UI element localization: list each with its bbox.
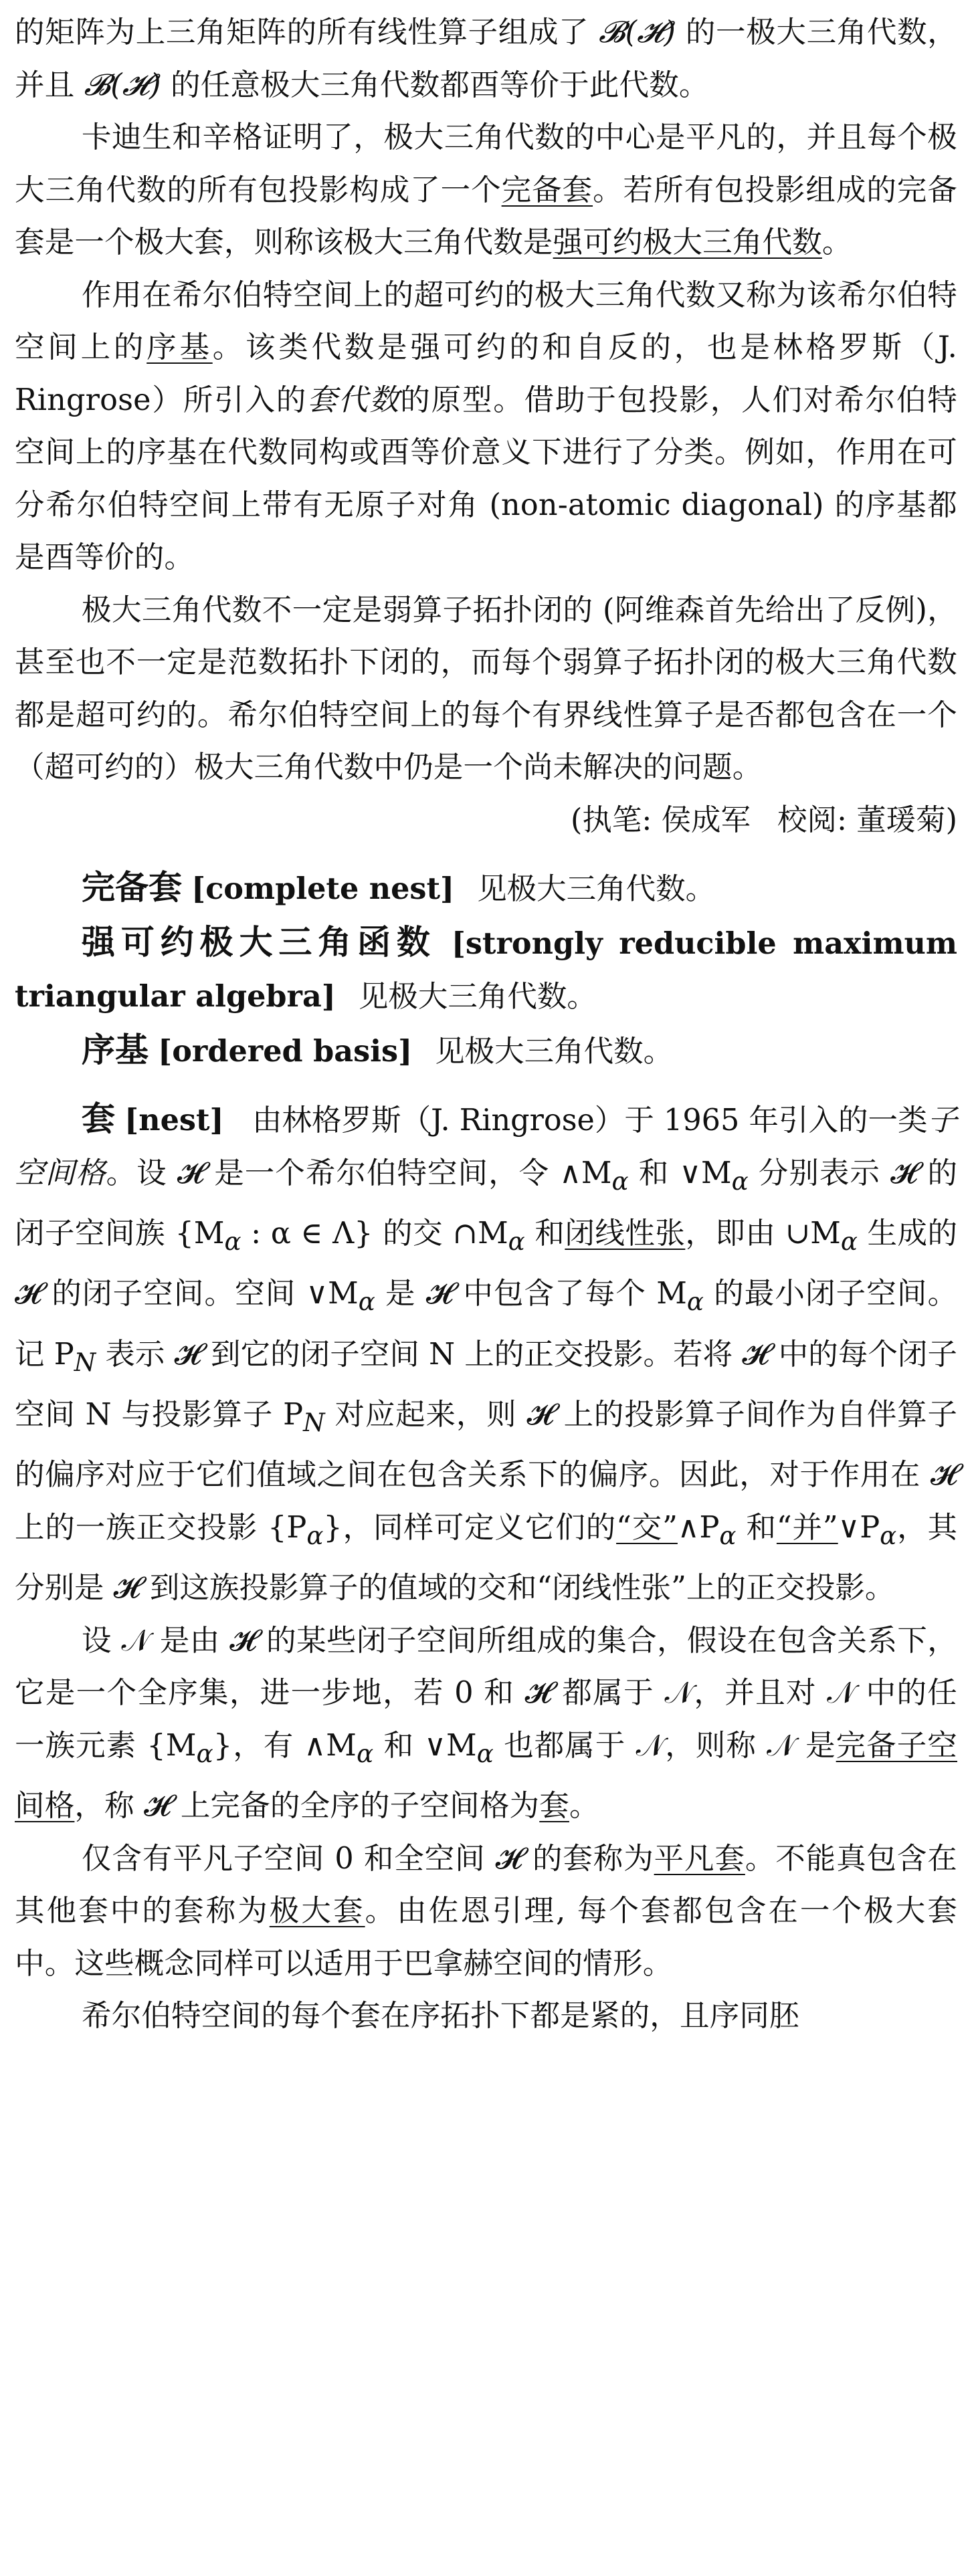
- cross-reference-link[interactable]: 完备套: [501, 173, 593, 207]
- cross-reference-link[interactable]: “并”: [776, 1510, 838, 1545]
- entry-headword: 序基: [82, 1030, 149, 1069]
- subscript: α: [224, 1226, 241, 1256]
- text-run: 。由佐恩引理, 每个套都包含在一个极大套中。这些概念同样可以适用于巴拿赫空间的情形。: [15, 1894, 957, 1981]
- subscript: α: [611, 1166, 629, 1196]
- text-run: 仅含有平凡子空间 0 和全空间 𝓗 的套称为: [82, 1841, 654, 1876]
- paragraph-7: [15, 1990, 957, 2043]
- text-run: 的矩阵为上三角矩阵的所有线性算子组成了: [15, 15, 599, 49]
- text-run: 作用在希尔伯特空间上的超可约的极大三角代数又称为该希尔伯特空间上的: [15, 278, 957, 364]
- entry-nest: [15, 1093, 957, 1615]
- subscript: N: [74, 1348, 96, 1377]
- text-run: 分别表示 𝓗 的闭子空间族 {M: [15, 1156, 957, 1251]
- cross-reference-link[interactable]: 极大套: [269, 1894, 365, 1929]
- text-run: 。: [569, 1789, 599, 1824]
- entry-headword: 完备套: [82, 868, 182, 907]
- entry-strongly-reducible: [15, 916, 957, 1024]
- subscript: α: [196, 1739, 213, 1768]
- text-run: ∧P: [677, 1510, 720, 1545]
- text-run: 对应起来，则 𝓗 上的投影算子间作为自伴算子的偏序对应于它们值域之间在包含关系下的偏序。因此，对于作用在 𝓗 上的一族正交投影 {P: [15, 1398, 957, 1545]
- text-run: ，其分别是 𝓗 到这族投影算子的值域的交和“闭线性张”上的正交投影。: [15, 1510, 957, 1606]
- entry-complete-nest: [15, 861, 957, 916]
- emphasis-term: 套代数: [307, 383, 401, 417]
- paragraph-4: [15, 584, 957, 794]
- text-run: 的最小闭子空间。记 P: [15, 1277, 957, 1372]
- credit-reviewer: 校阅: 董瑗菊): [777, 802, 957, 837]
- text-run: }，同样可定义它们的: [323, 1510, 617, 1545]
- text-run: : α ∈ Λ} 的交 ∩M: [241, 1216, 508, 1251]
- credit-writer: (执笔: 侯成军: [571, 802, 751, 837]
- text-run: 。设 𝓗 是一个希尔伯特空间，令 ∧M: [106, 1156, 612, 1190]
- text-run: 表示 𝓗 到它的闭子空间 N 上的正交投影。若将 𝓗 中的每个闭子空间 N 与投影算子 P: [15, 1337, 957, 1432]
- paragraph-1: [15, 7, 957, 112]
- text-run: 和 ∨M: [373, 1728, 477, 1763]
- paragraph-5: [15, 1615, 957, 1833]
- see-reference[interactable]: 见极大三角代数。: [477, 872, 716, 906]
- text-run: ，即由 ∪M: [685, 1216, 841, 1251]
- cross-reference-link[interactable]: 序基: [147, 330, 213, 364]
- paragraph-2: [15, 112, 957, 270]
- cross-reference-link[interactable]: 完备子空间格: [15, 1728, 957, 1824]
- text-run: ，称 𝓗 上完备的全序的子空间格为: [74, 1789, 540, 1824]
- text-run: 和 ∨M: [628, 1156, 732, 1190]
- author-credit: [15, 794, 957, 847]
- paragraph-6: [15, 1833, 957, 1991]
- text-run: 卡迪生和辛格证明了，极大三角代数的中心是平凡的，并且每个极大三角代数的所有包投影构成了一个: [15, 120, 957, 207]
- text-run: 极大三角代数不一定是弱算子拓扑闭的 (阿维森首先给出了反例)，甚至也不一定是范数拓扑下闭的，而每个弱算子拓扑闭的极大三角代数都是超可约的。希尔伯特空间上的每个有界线性算子是否都包含在一个（超可约的）极大三角代数中仍是一个尚未解决的问题。: [15, 593, 957, 784]
- entry-ordered-basis: [15, 1024, 957, 1079]
- text-run: 希尔伯特空间的每个套在序拓扑下都是紧的，且序同胚: [82, 1999, 799, 2034]
- text-run: 。该类代数是强可约的和自反的，也是林格罗斯（J. Ringrose）所引入的: [15, 330, 957, 417]
- subscript: α: [731, 1166, 749, 1196]
- text-run: ∨P: [838, 1510, 880, 1545]
- subscript: α: [358, 1287, 375, 1317]
- math-symbol: 𝓑(𝓗): [84, 68, 161, 102]
- subscript: α: [719, 1521, 737, 1550]
- entry-english-term: [strongly reducible maximum triangular algebra]: [15, 926, 957, 1014]
- subscript: N: [303, 1408, 325, 1437]
- cross-reference-link[interactable]: 闭线性张: [565, 1216, 686, 1251]
- subscript: α: [357, 1739, 374, 1768]
- text-run: 也都属于 𝒩，则称 𝒩 是: [494, 1728, 836, 1763]
- subscript: α: [508, 1226, 525, 1256]
- text-run: 是 𝓗 中包含了每个 M: [375, 1277, 687, 1311]
- math-symbol: 𝓑(𝓗): [599, 15, 676, 49]
- cross-reference-link[interactable]: “交”: [616, 1510, 678, 1545]
- text-run: 。: [821, 225, 852, 259]
- entry-english-term: [ordered basis]: [158, 1033, 413, 1069]
- text-run: 和: [524, 1216, 565, 1251]
- emphasis-term: 子空间格: [15, 1103, 958, 1190]
- text-run: 生成的 𝓗 的闭子空间。空间 ∨M: [15, 1216, 957, 1311]
- text-run: 的原型。借助于包投影，人们对希尔伯特空间上的序基在代数同构或酉等价意义下进行了分类。例如，作用在可分希尔伯特空间上带有无原子对角 (non-atomic diagonal) 的序基都是酉等价的。: [15, 383, 957, 574]
- text-run: 的一极大三角代数，并且: [15, 15, 957, 102]
- cross-reference-link[interactable]: 平凡套: [654, 1841, 745, 1876]
- see-reference[interactable]: 见极大三角代数。: [435, 1034, 674, 1069]
- text-run: }，有 ∧M: [213, 1728, 357, 1763]
- see-reference[interactable]: 见极大三角代数。: [358, 980, 597, 1014]
- text-run: 和: [736, 1510, 777, 1545]
- subscript: α: [306, 1521, 324, 1550]
- text-run: 的任意极大三角代数都酉等价于此代数。: [161, 68, 709, 102]
- entry-headword: 套: [82, 1099, 116, 1138]
- cross-reference-link[interactable]: 套: [539, 1789, 569, 1824]
- text-run: 。不能真包含在其他套中的套称为: [15, 1841, 957, 1929]
- subscript: α: [840, 1226, 858, 1256]
- entry-headword: 强可约极大三角函数: [82, 922, 436, 962]
- subscript: α: [880, 1521, 897, 1550]
- cross-reference-link[interactable]: 强可约极大三角代数: [553, 225, 822, 259]
- entry-english-term: [complete nest]: [191, 871, 455, 906]
- text-run: 设 𝒩 是由 𝓗 的某些闭子空间所组成的集合，假设在包含关系下，它是一个全序集，进一步地，若 0 和 𝓗 都属于 𝒩，并且对 𝒩 中的任一族元素 {M: [15, 1623, 957, 1763]
- text-run: 由林格罗斯（J. Ringrose）于 1965 年引入的一类: [252, 1103, 928, 1138]
- entry-english-term: [nest]: [124, 1103, 224, 1138]
- subscript: α: [686, 1287, 704, 1317]
- text-run: 。若所有包投影组成的完备套是一个极大套，则称该极大三角代数是: [15, 173, 958, 259]
- paragraph-3: [15, 270, 957, 584]
- subscript: α: [476, 1739, 494, 1768]
